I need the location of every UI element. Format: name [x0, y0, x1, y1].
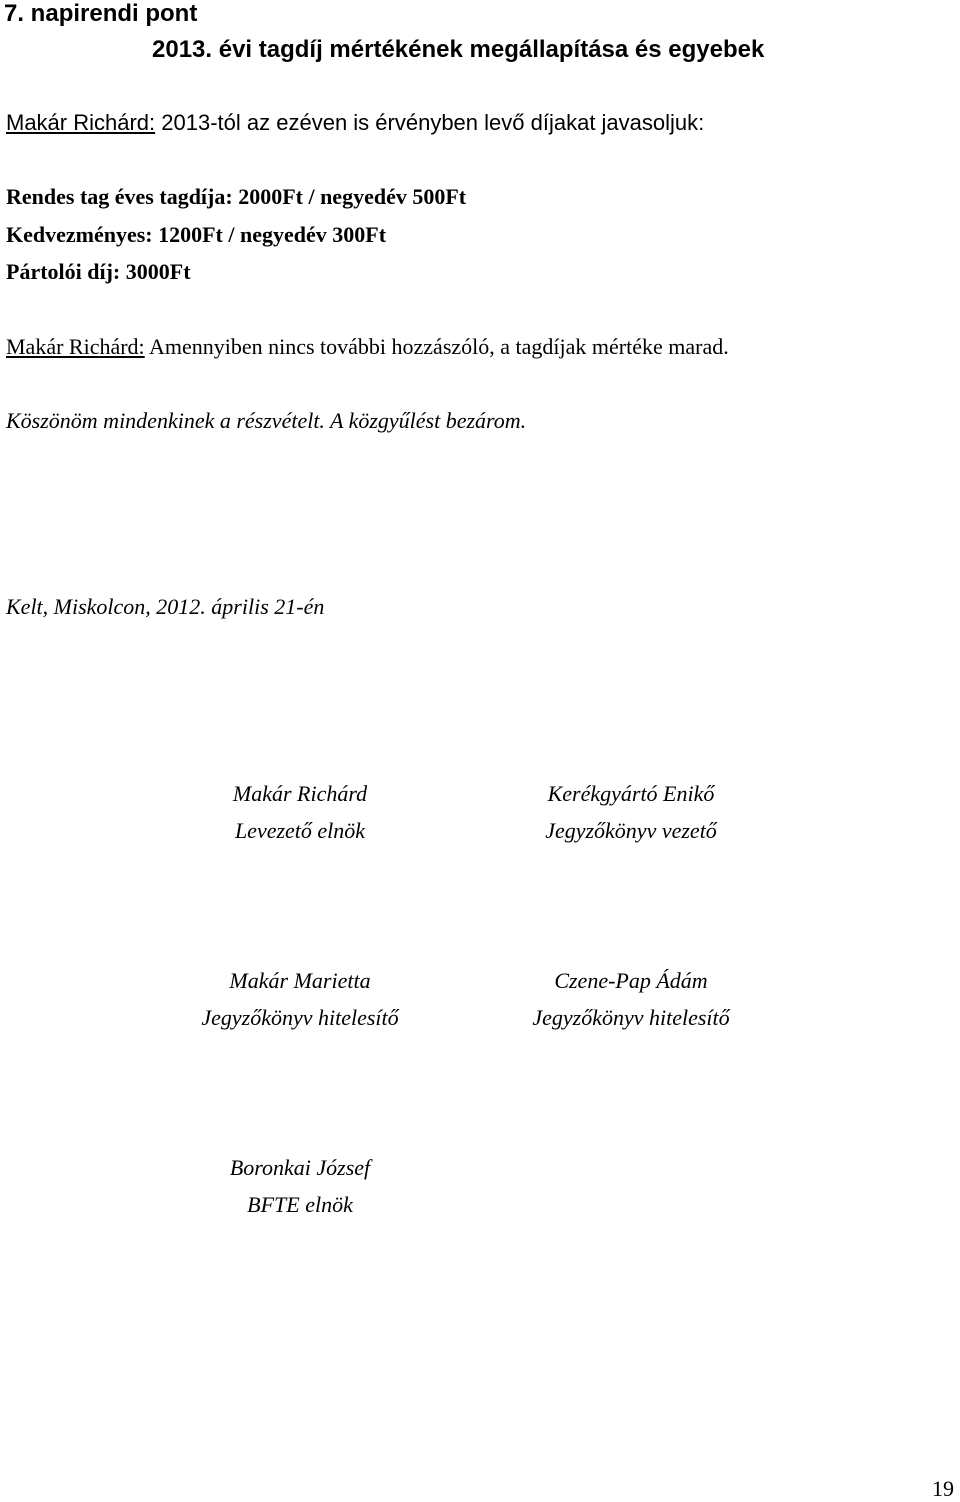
- signature-name: Boronkai József: [229, 1155, 371, 1180]
- signature-name: Kerékgyártó Enikő: [547, 781, 715, 806]
- signature-block-recorder: [471, 775, 791, 849]
- signature-role: Jegyzőkönyv hitelesítő: [201, 1005, 399, 1030]
- section-title: 2013. évi tagdíj mértékének megállapítása és egyebek: [152, 36, 765, 63]
- proposal-speaker: Makár Richárd:: [6, 110, 156, 135]
- fee-regular: Rendes tag éves tagdíja: 2000Ft / negyedév 500Ft: [6, 184, 467, 209]
- signature-name: Makár Richárd: [232, 781, 368, 806]
- section-number: 7. napirendi pont: [4, 0, 198, 27]
- date-line: Kelt, Miskolcon, 2012. április 21-én: [6, 594, 325, 619]
- proposal-paragraph: [6, 110, 704, 136]
- signature-block-authenticator-1: [140, 962, 460, 1036]
- fee-supporter: Pártolói díj: 3000Ft: [6, 259, 191, 284]
- closing-text: Amennyiben nincs további hozzászóló, a tagdíjak mértéke marad.: [144, 334, 729, 359]
- signature-role: Jegyzőkönyv vezető: [545, 818, 717, 843]
- signature-name: Czene-Pap Ádám: [554, 968, 708, 993]
- closing-thanks: Köszönöm mindenkinek a részvételt. A közgyűlést bezárom.: [6, 408, 527, 433]
- signature-role: BFTE elnök: [247, 1192, 353, 1217]
- signature-role: Levezető elnök: [234, 818, 366, 843]
- closing-speaker: Makár Richárd:: [6, 334, 145, 359]
- signature-name: Makár Marietta: [229, 968, 371, 993]
- fee-discounted: Kedvezményes: 1200Ft / negyedév 300Ft: [6, 222, 387, 247]
- signature-role: Jegyzőkönyv hitelesítő: [532, 1005, 730, 1030]
- signature-block-authenticator-2: [471, 962, 791, 1036]
- signature-block-president: [140, 1149, 460, 1223]
- closing-paragraph: [6, 334, 729, 360]
- proposal-text: 2013-tól az ezéven is érvényben levő díjakat javasoljuk:: [155, 110, 705, 135]
- page-number: 19: [932, 1476, 954, 1501]
- signature-block-chair: [140, 775, 460, 849]
